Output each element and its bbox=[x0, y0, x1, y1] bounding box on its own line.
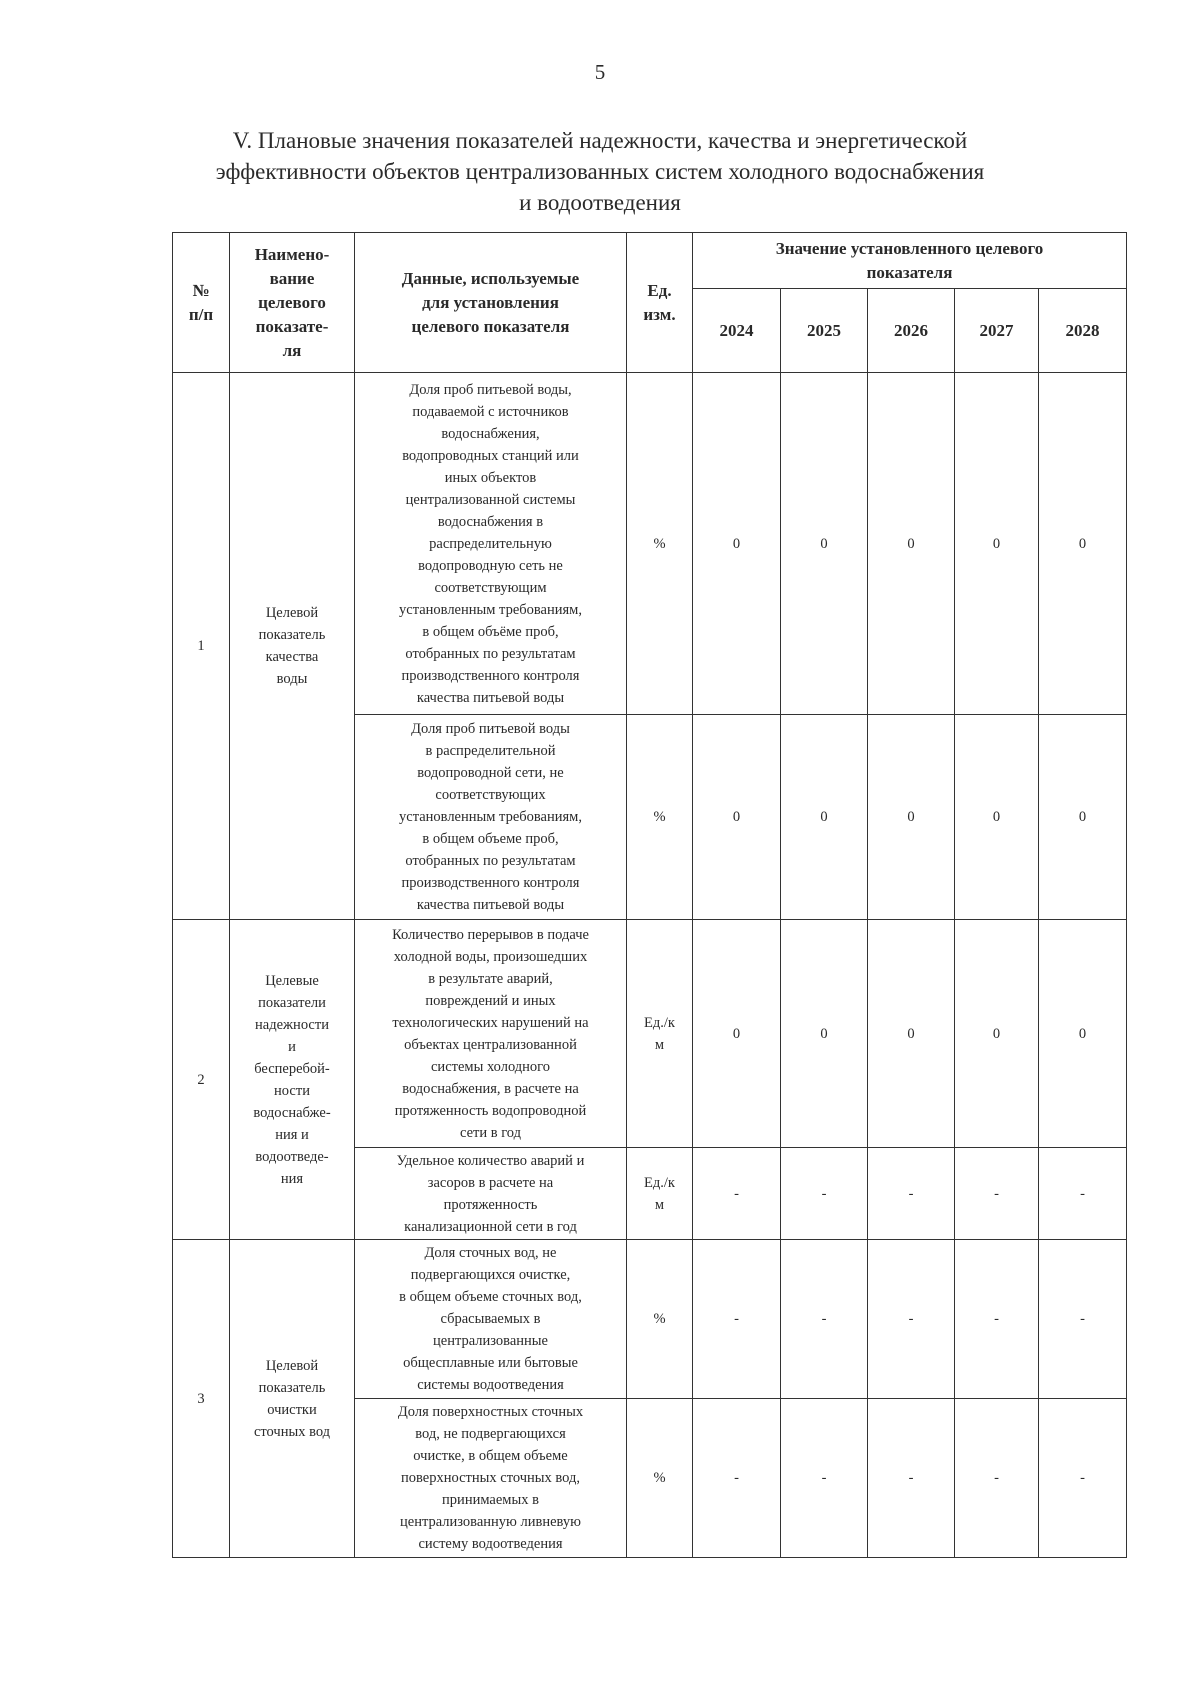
indicators-table bbox=[172, 232, 1127, 1558]
indicator-data: Доля сточных вод, не подвергающихся очистке, в общем объеме сточных вод, сбрасываемых в централизованные общесплавные или бытовые системы водоотведения bbox=[355, 1240, 627, 1399]
header-year: 2027 bbox=[955, 289, 1039, 373]
value-cell: 0 bbox=[955, 920, 1039, 1148]
header-year: 2024 bbox=[693, 289, 781, 373]
value-cell: 0 bbox=[693, 715, 781, 920]
indicator-name: Целевой показатель качества воды bbox=[230, 373, 355, 920]
value-cell: 0 bbox=[693, 373, 781, 715]
header-unit: Ед. изм. bbox=[627, 233, 693, 373]
header-data: Данные, используемые для установления целевого показателя bbox=[355, 233, 627, 373]
value-cell: - bbox=[693, 1148, 781, 1240]
table-row bbox=[173, 1240, 1127, 1399]
value-cell: - bbox=[955, 1148, 1039, 1240]
indicator-name: Целевые показатели надежности и бесперебой- ности водоснабже- ния и водоотведе- ния bbox=[230, 920, 355, 1240]
unit-cell: Ед./к м bbox=[627, 920, 693, 1148]
value-cell: - bbox=[1039, 1399, 1127, 1558]
value-cell: - bbox=[1039, 1148, 1127, 1240]
unit-cell: % bbox=[627, 373, 693, 715]
table-row bbox=[173, 373, 1127, 715]
header-year: 2026 bbox=[868, 289, 955, 373]
unit-cell: % bbox=[627, 1240, 693, 1399]
indicator-name: Целевой показатель очистки сточных вод bbox=[230, 1240, 355, 1558]
value-cell: - bbox=[693, 1399, 781, 1558]
header-indicator-name: Наимено- вание целевого показате- ля bbox=[230, 233, 355, 373]
indicator-data: Удельное количество аварий и засоров в расчете на протяженность канализационной сети в год bbox=[355, 1148, 627, 1240]
value-cell: 0 bbox=[781, 715, 868, 920]
value-cell: 0 bbox=[1039, 920, 1127, 1148]
table-row bbox=[173, 920, 1127, 1148]
page-number: 5 bbox=[594, 60, 606, 84]
value-cell: 0 bbox=[955, 715, 1039, 920]
header-year: 2025 bbox=[781, 289, 868, 373]
unit-cell: Ед./к м bbox=[627, 1148, 693, 1240]
value-cell: - bbox=[693, 1240, 781, 1399]
value-cell: 0 bbox=[868, 920, 955, 1148]
value-cell: - bbox=[868, 1399, 955, 1558]
row-number: 2 bbox=[173, 920, 230, 1240]
value-cell: 0 bbox=[1039, 715, 1127, 920]
header-target-value: Значение установленного целевого показателя bbox=[693, 233, 1127, 289]
indicator-data: Количество перерывов в подаче холодной воды, произошедших в результате аварий, повреждений и иных технологических нарушений на объектах централизованной системы холодного водоснабжения, в расчете на протяженность водопроводной сети в год bbox=[355, 920, 627, 1148]
value-cell: 0 bbox=[781, 373, 868, 715]
row-number: 3 bbox=[173, 1240, 230, 1558]
value-cell: 0 bbox=[693, 920, 781, 1148]
indicator-data: Доля поверхностных сточных вод, не подвергающихся очистке, в общем объеме поверхностных сточных вод, принимаемых в централизованную ливневую систему водоотведения bbox=[355, 1399, 627, 1558]
title-line: эффективности объектов централизованных систем холодного водоснабжения bbox=[215, 159, 985, 184]
value-cell: 0 bbox=[781, 920, 868, 1148]
value-cell: - bbox=[955, 1240, 1039, 1399]
value-cell: - bbox=[955, 1399, 1039, 1558]
value-cell: - bbox=[781, 1148, 868, 1240]
value-cell: 0 bbox=[1039, 373, 1127, 715]
title-line: и водоотведения bbox=[519, 190, 681, 215]
value-cell: - bbox=[781, 1240, 868, 1399]
value-cell: - bbox=[868, 1240, 955, 1399]
unit-cell: % bbox=[627, 715, 693, 920]
value-cell: 0 bbox=[868, 715, 955, 920]
section-title bbox=[150, 125, 1050, 218]
value-cell: 0 bbox=[955, 373, 1039, 715]
title-line: V. Плановые значения показателей надежности, качества и энергетической bbox=[232, 128, 968, 153]
value-cell: 0 bbox=[868, 373, 955, 715]
value-cell: - bbox=[868, 1148, 955, 1240]
value-cell: - bbox=[1039, 1240, 1127, 1399]
value-cell: - bbox=[781, 1399, 868, 1558]
header-number: № п/п bbox=[173, 233, 230, 373]
unit-cell: % bbox=[627, 1399, 693, 1558]
row-number: 1 bbox=[173, 373, 230, 920]
header-year: 2028 bbox=[1039, 289, 1127, 373]
indicator-data: Доля проб питьевой воды, подаваемой с источников водоснабжения, водопроводных станций или иных объектов централизованной системы водоснабжения в распределительную водопроводную сеть не соответствующим установленным требованиям, в общем объёме проб, отобранных по результатам производственного контроля качества питьевой воды bbox=[355, 373, 627, 715]
indicator-data: Доля проб питьевой воды в распределительной водопроводной сети, не соответствующих установленным требованиям, в общем объеме проб, отобранных по результатам производственного контроля качества питьевой воды bbox=[355, 715, 627, 920]
